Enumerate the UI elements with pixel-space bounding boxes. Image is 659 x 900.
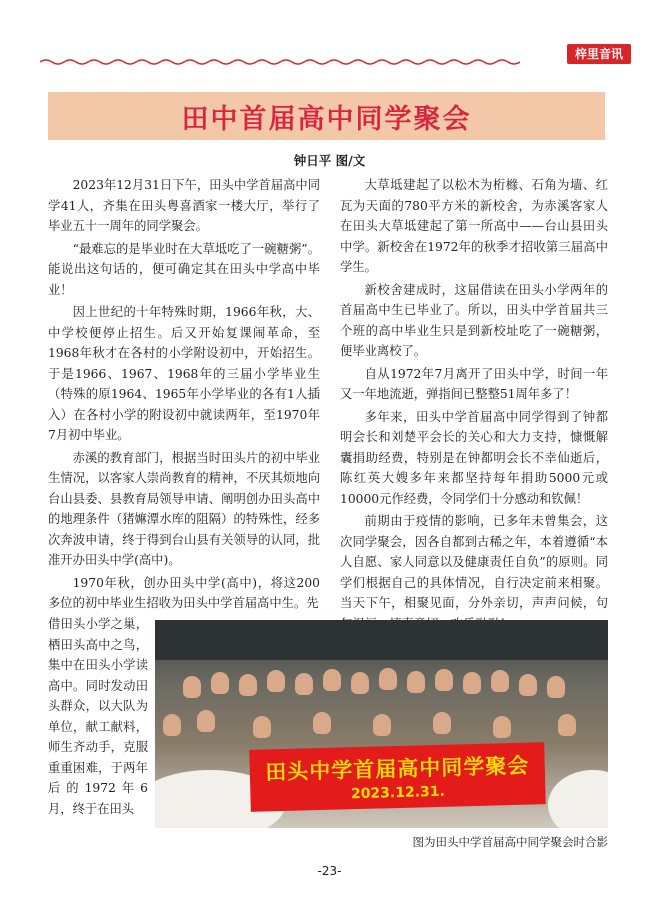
title-band bbox=[48, 92, 605, 140]
paragraph: 多年来，田头中学首届高中同学得到了钟都明会长和刘楚平会长的关心和大力支持，慷慨解囊捐助经费，特别是在钟都明会长不幸仙逝后，陈红英大嫂多年来都坚持每年捐助5000元或10000元作经费，令同学们十分感动和钦佩！ bbox=[340, 409, 608, 506]
photo-table bbox=[548, 770, 608, 828]
narrow-column bbox=[48, 614, 148, 821]
banner-date: 2023.12.31. bbox=[350, 783, 446, 803]
photo-caption: 图为田头中学首届高中同学聚会时合影 bbox=[412, 835, 608, 849]
photo-banner bbox=[249, 742, 546, 812]
column-tag: 梓里音讯 bbox=[567, 44, 631, 64]
paragraph: 2023年12月31日下午，田头中学首届高中同学41人，齐集在田头粤喜酒家一楼大厅，举行了毕业五十一周年的同学聚会。 bbox=[48, 178, 320, 233]
article-byline: 钟日平 图/文 bbox=[293, 153, 366, 168]
decorative-wave-rule bbox=[40, 58, 520, 66]
paragraph: “最难忘的是毕业时在大草坻吃了一碗糖粥”。能说出这句话的，便可确定其在田头中学高中毕业！ bbox=[48, 241, 320, 297]
banner-title: 田头中学首届高中同学聚会 bbox=[265, 753, 530, 785]
paragraph: 前期由于疫情的影响，已多年未曾集会，这次同学聚会，因各自都到古稀之年，本着遵循“本人自愿、家人同意以及健康责任自负”的原则。同学们根据自己的具体情况，自行决定前来相聚。当天下午，相聚见面，分外亲切，声声问候，句 bbox=[340, 514, 608, 610]
article-title: 田中首届高中同学聚会 bbox=[181, 103, 472, 135]
paragraph: 新校舍建成时，这届借读在田头小学两年的首届高中生已毕业了。所以，田头中学首届共三个班的高中毕业生只是到新校址吃了一碗糖粥，便毕业离校了。 bbox=[340, 282, 608, 358]
paragraph: 借田头小学之巢，栖田头高中之鸟，集中在田头小学读高中。同时发动田头群众，以大队为单位，献工献料，师生齐动手，克服重重困难，于两年后的1972年6月，终于在田头 bbox=[48, 617, 148, 816]
left-column bbox=[48, 175, 320, 616]
paragraph: 因上世纪的十年特殊时期，1966年秋，大、中学校便停止招生。后又开始复课闹革命，至1968年秋才在各村的小学附设初中，开始招生。于是1966、1967、1968年的三届小学毕业生（特殊的原1964、1965年小学毕业的各有1人插入）在各村小学的附设初中就读两年，至1970年7月初中毕业。 bbox=[48, 305, 320, 442]
page-number: -23- bbox=[317, 864, 342, 878]
right-column bbox=[340, 175, 608, 636]
paragraph: 1970年秋，创办田头中学(高中)，将这200多位的初中毕业生招收为田头中学首届高中生。先 bbox=[48, 575, 320, 610]
paragraph: 大草坻建起了以松木为桁橼、石角为墙、红瓦为天面的780平方米的新校舍，为赤溪客家人在田头大草坻建起了第一所高中——台山县田头中学。新校舍在1972年的秋季才招收第三届高中学生。 bbox=[340, 178, 608, 274]
paragraph: 赤溪的教育部门，根据当时田头片的初中毕业生情况，以客家人崇尚教育的精神，不厌其烦地向台山县委、县教育局领导申请、阐明创办田头高中的地理条件（猪嫲潭水库的阻隔）的特殊性，经多次奔波申请，终于得到台山县有关领导的认同，批准开办田头中学(高中)。 bbox=[48, 450, 320, 567]
photo-ceiling bbox=[155, 620, 608, 660]
paragraph: 自从1972年7月离开了田头中学，时间一年又一年地流逝，弹指间已整整51周年多了！ bbox=[340, 366, 608, 401]
group-photo bbox=[155, 620, 608, 828]
